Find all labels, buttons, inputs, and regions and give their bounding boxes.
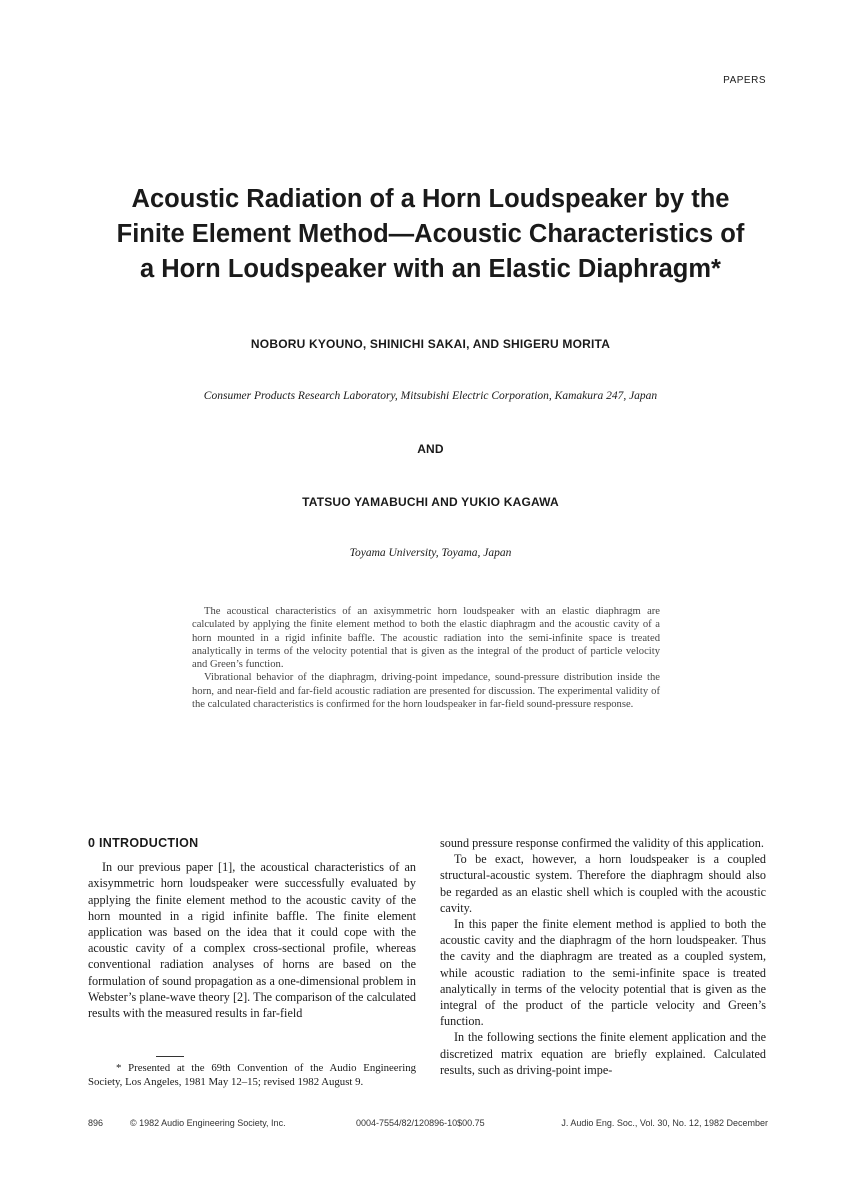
section-tag: PAPERS bbox=[723, 75, 766, 86]
and-separator: AND bbox=[417, 442, 444, 456]
intro-paragraph-continued: sound pressure response confirmed the validity of this application. bbox=[440, 836, 764, 850]
section-heading-introduction: 0 INTRODUCTION bbox=[88, 836, 199, 850]
authors-group-2: TATSUO YAMABUCHI AND YUKIO KAGAWA bbox=[302, 495, 559, 509]
authors-group-1: NOBORU KYOUNO, SHINICHI SAKAI, AND SHIGERU MORITA bbox=[250, 337, 611, 351]
intro-paragraph-3: In this paper the finite element method is applied to both the acoustic cavity and the diaphragm of the horn loudspeaker. Thus the cavity and the diaphragm are treated as a coupled system, while acoustic radiation to the semi-infinite space is treated analytically in terms of the velocity potential that is given as the integral of the product of the particle velocity and Green’s function. bbox=[440, 917, 766, 1029]
title-line-2: Finite Element Method—Acoustic Characteristics of bbox=[116, 220, 745, 248]
intro-paragraph-4: In the following sections the finite element application and the discretized matrix equation are briefly explained. Calculated results, such as driving-point impe- bbox=[440, 1030, 766, 1077]
footnote-text: * Presented at the 69th Convention of the Audio Engineering Society, Los Angeles, 1981 May 12–15; revised 1982 August 9. bbox=[88, 1062, 416, 1088]
abstract-paragraph-2: Vibrational behavior of the diaphragm, driving-point impedance, sound-pressure distribution inside the horn, and near-field and far-field acoustic radiation are presented for discussion. The experimental validity of the calculated characteristics is confirmed for the horn loudspeaker in far-field sound-pressure response. bbox=[192, 672, 660, 711]
affiliation-2: Toyama University, Toyama, Japan bbox=[349, 547, 512, 559]
footnote bbox=[88, 1062, 416, 1089]
abstract-paragraph-1: The acoustical characteristics of an axisymmetric horn loudspeaker with an elastic diaphragm are calculated by applying the finite element method to both the elastic diaphragm and the acoustic cavity of a horn mounted in a rigid infinite baffle. The acoustic radiation into the semi-infinite space is treated analytically in terms of the velocity potential that is given as the integral of the product of particle velocity and Green’s function. bbox=[192, 606, 660, 671]
intro-paragraph-1: In our previous paper [1], the acoustical characteristics of an axisymmetric horn loudspeaker were successfully evaluated by applying the finite element method to the acoustic cavity of the horn mounted in a rigid infinite baffle. The finite element application was based on the idea that it could cope with the acoustic cavity of a complex cross-sectional profile, whereas conventional radiation analyses of horns are based on the formulation of sound propagation as a one-dimensional problem in Webster’s plane-wave theory [2]. The comparison of the calculated results with the measured results in far-field bbox=[88, 860, 416, 1021]
abstract bbox=[192, 605, 660, 711]
left-column bbox=[88, 835, 416, 1021]
page-number: 896 bbox=[88, 1118, 104, 1128]
journal-citation: J. Audio Eng. Soc., Vol. 30, No. 12, 1982 December bbox=[561, 1118, 768, 1128]
title-line-3: a Horn Loudspeaker with an Elastic Diaphragm* bbox=[140, 255, 721, 283]
article-code: 0004-7554/82/120896-10$00.75 bbox=[356, 1118, 485, 1128]
paper-title bbox=[60, 182, 801, 287]
right-column bbox=[440, 835, 766, 1078]
intro-paragraph-2: To be exact, however, a horn loudspeaker is a coupled structural-acoustic system. Therefore the diaphragm should also be regarded as an elastic shell which is coupled with the acoustic cavity. bbox=[440, 852, 766, 915]
title-line-1: Acoustic Radiation of a Horn Loudspeaker by the bbox=[131, 185, 730, 213]
affiliation-1: Consumer Products Research Laboratory, Mitsubishi Electric Corporation, Kamakura 247, Japan bbox=[203, 390, 658, 402]
page-footer bbox=[88, 1118, 768, 1132]
footnote-rule bbox=[156, 1056, 184, 1057]
copyright-notice: © 1982 Audio Engineering Society, Inc. bbox=[130, 1118, 286, 1128]
